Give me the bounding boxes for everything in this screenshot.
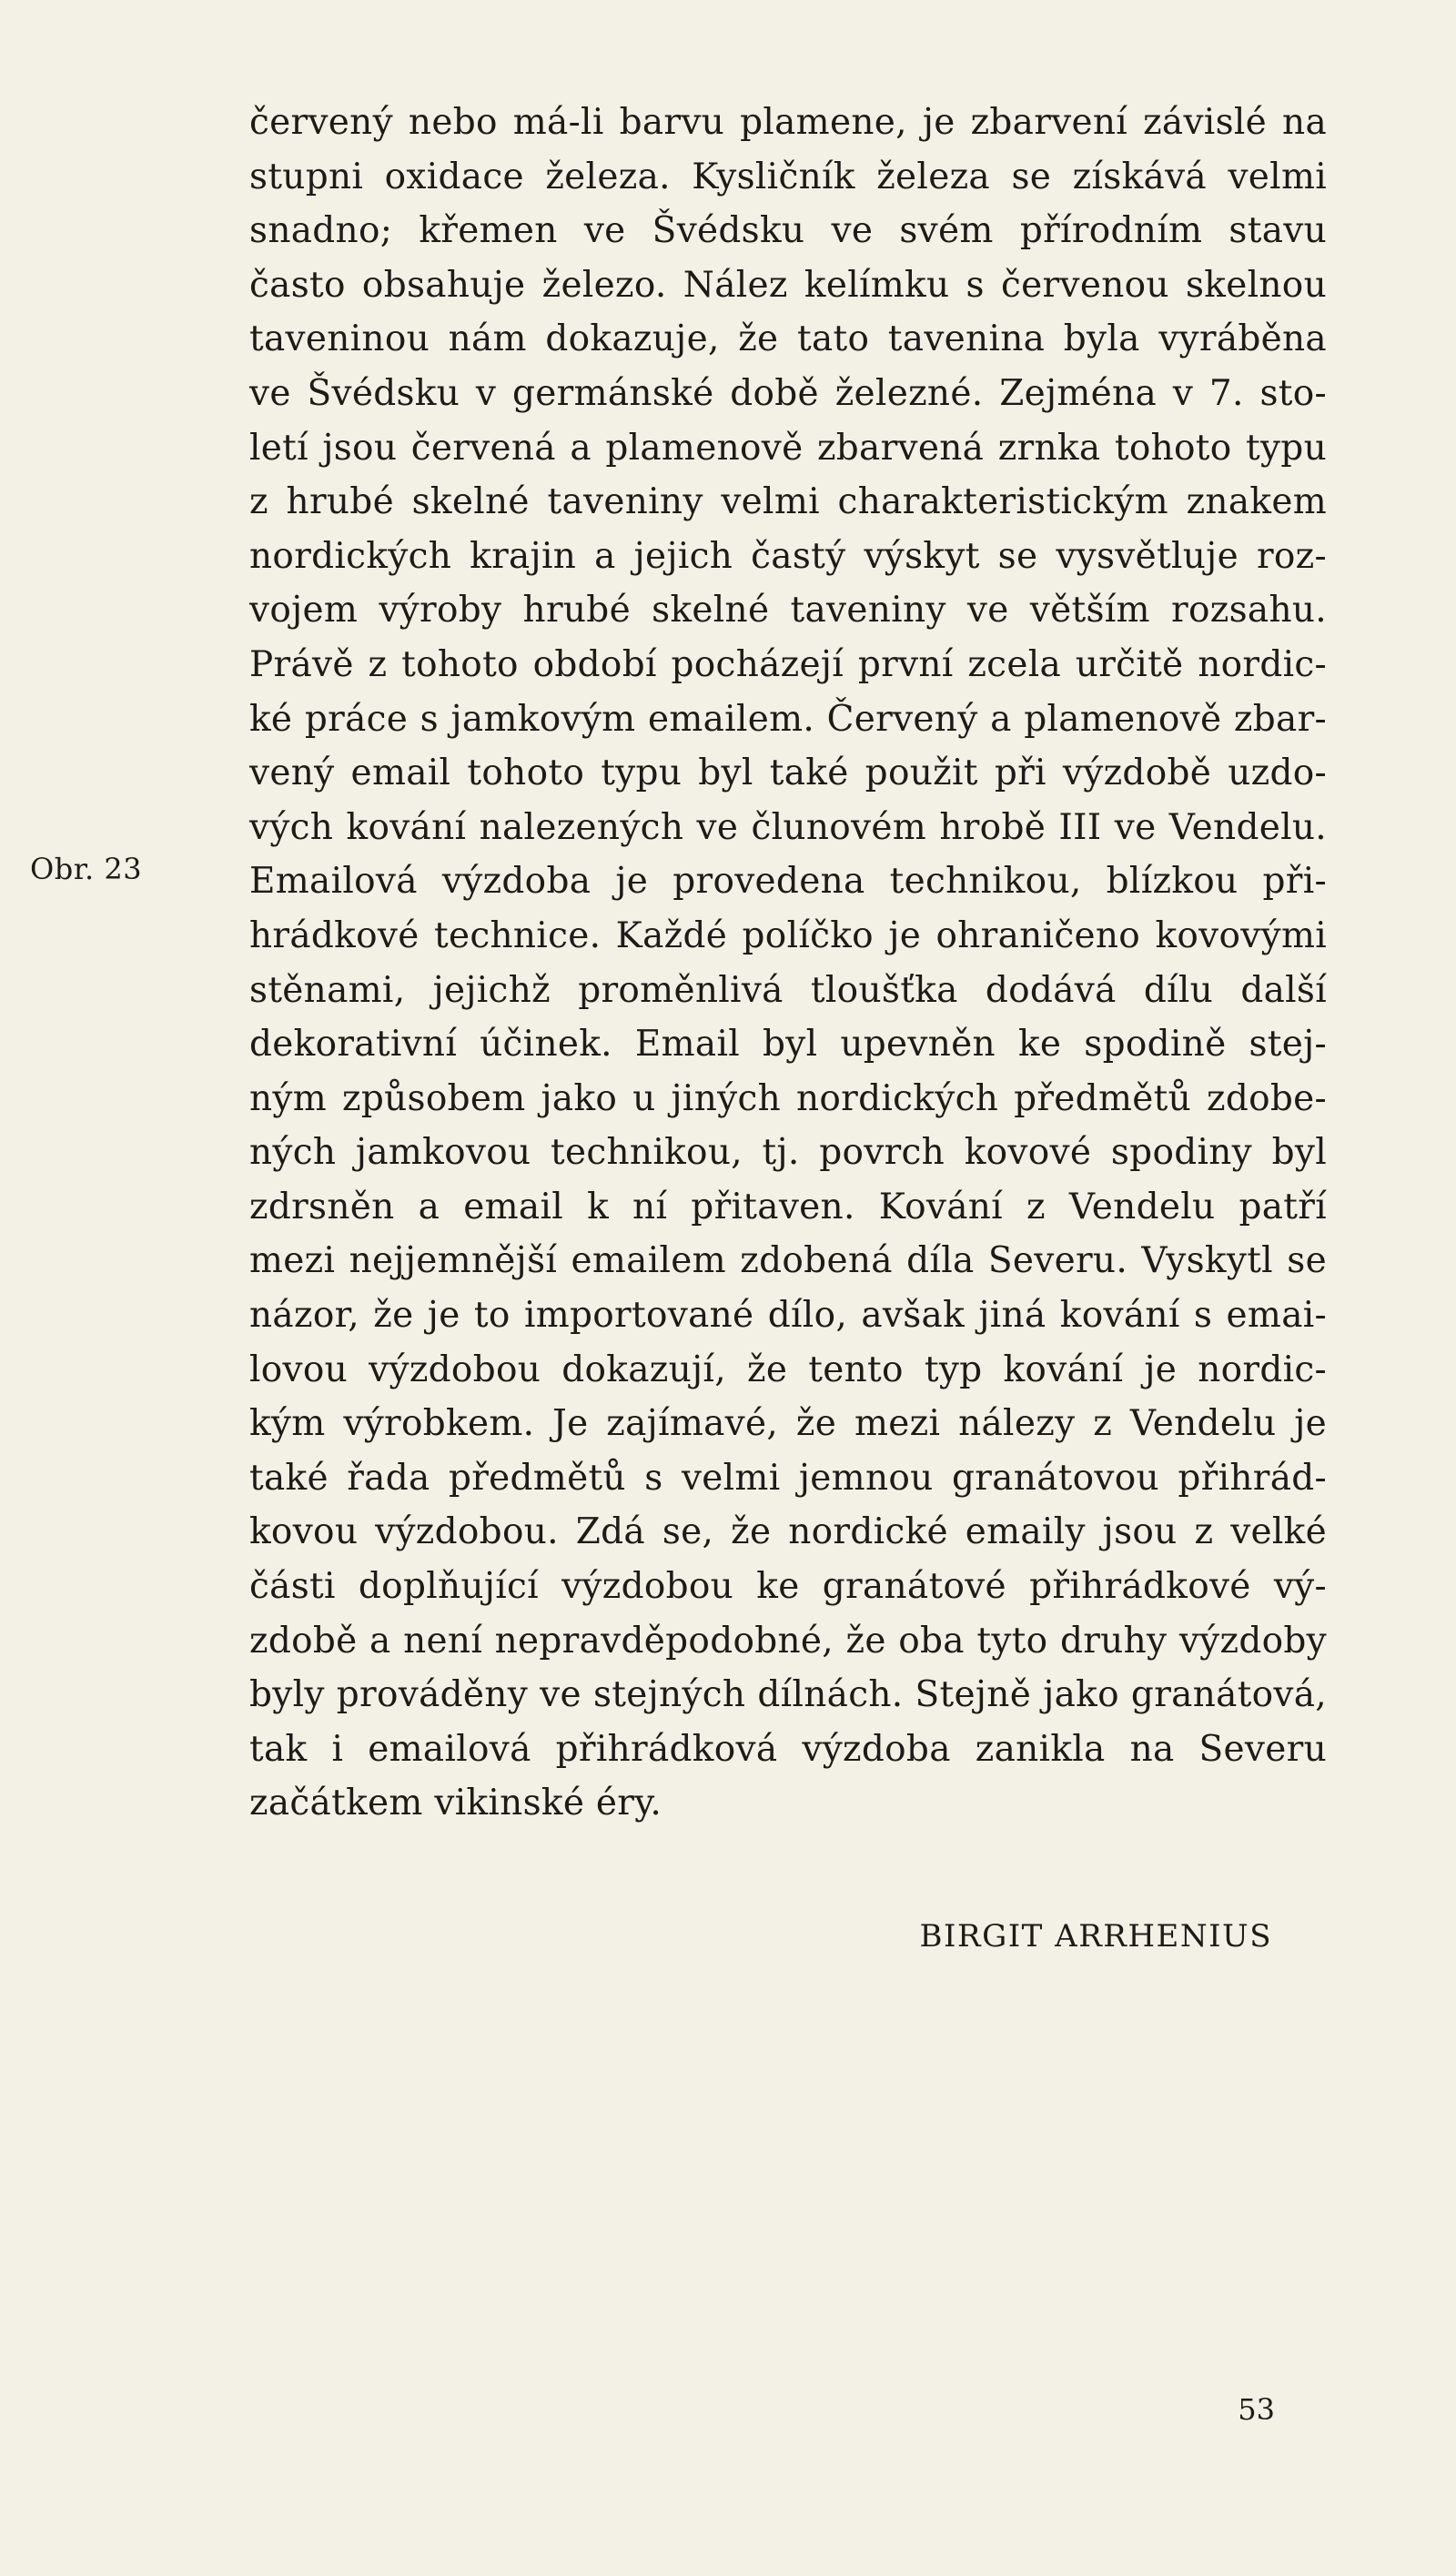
text-line: ných jamkovou technikou, tj. povrch kovové spodiny byl bbox=[249, 1132, 1327, 1174]
text-line: kovou výzdobou. Zdá se, že nordické emaily jsou z velké bbox=[249, 1511, 1327, 1553]
text-line: lovou výzdobou dokazují, že tento typ kování je nordic- bbox=[249, 1349, 1327, 1390]
text-line: hrádkové technice. Každé políčko je ohraničeno kovovými bbox=[249, 914, 1327, 956]
text-line: z hrubé skelné taveniny velmi charakteristickým znakem bbox=[249, 481, 1327, 523]
text-line: kým výrobkem. Je zajímavé, že mezi nálezy z Vendelu je bbox=[249, 1403, 1327, 1445]
text-line: také řada předmětů s velmi jemnou granátovou přihrád- bbox=[249, 1457, 1327, 1499]
text-line: Právě z tohoto období pocházejí první zcela určitě nordic- bbox=[249, 643, 1327, 685]
text-line: ké práce s jamkovým emailem. Červený a plamenově zbar- bbox=[249, 698, 1327, 740]
text-line: nordických krajin a jejich častý výskyt se vysvětluje roz- bbox=[249, 535, 1327, 577]
article-body bbox=[249, 96, 1327, 1831]
text-line: tak i emailová přihrádková výzdoba zanikla na Severu bbox=[249, 1728, 1327, 1770]
text-line: zdrsněn a email k ní přitaven. Kování z Vendelu patří bbox=[249, 1186, 1327, 1227]
text-line: ve Švédsku v germánské době železné. Zejména v 7. sto- bbox=[249, 372, 1327, 414]
text-line: stěnami, jejichž proměnlivá tloušťka dodává dílu další bbox=[249, 969, 1327, 1011]
text-line: mezi nejjemnější emailem zdobená díla Severu. Vyskytl se bbox=[249, 1240, 1327, 1282]
author-signature: BIRGIT ARRHENIUS bbox=[919, 1918, 1272, 1955]
text-line: vený email tohoto typu byl také použit při výzdobě uzdo- bbox=[249, 753, 1327, 794]
page-number: 53 bbox=[1238, 2392, 1275, 2427]
text-line: červený nebo má-li barvu plamene, je zbarvení závislé na bbox=[249, 102, 1327, 143]
figure-reference-note: Obr. 23 bbox=[30, 852, 143, 886]
text-line: zdobě a není nepravděpodobné, že oba tyto druhy výzdoby bbox=[249, 1620, 1327, 1662]
text-line: stupni oxidace železa. Kysličník železa se získává velmi bbox=[249, 156, 1327, 197]
text-line: názor, že je to importované dílo, avšak jiná kování s emai- bbox=[249, 1295, 1327, 1337]
text-line: taveninou nám dokazuje, že tato tavenina byla vyráběna bbox=[249, 318, 1327, 360]
text-line: části doplňující výzdobou ke granátové přihrádkové vý- bbox=[249, 1566, 1327, 1608]
text-line: vých kování nalezených ve člunovém hrobě III ve Vendelu. bbox=[249, 806, 1327, 848]
text-line: Emailová výzdoba je provedena technikou, blízkou při- bbox=[249, 861, 1327, 903]
text-line: často obsahuje železo. Nález kelímku s červenou skelnou bbox=[249, 264, 1327, 306]
text-line: dekorativní účinek. Email byl upevněn ke spodině stej- bbox=[249, 1024, 1327, 1066]
text-line: snadno; křemen ve Švédsku ve svém přírodním stavu bbox=[249, 210, 1327, 252]
text-line: letí jsou červená a plamenově zbarvená zrnka tohoto typu bbox=[249, 427, 1327, 469]
text-line: ným způsobem jako u jiných nordických předmětů zdobe- bbox=[249, 1077, 1327, 1119]
text-line-last: začátkem vikinské éry. bbox=[249, 1783, 662, 1824]
text-line: vojem výroby hrubé skelné taveniny ve větším rozsahu. bbox=[249, 590, 1327, 631]
text-line: byly prováděny ve stejných dílnách. Stejně jako granátová, bbox=[249, 1674, 1327, 1716]
